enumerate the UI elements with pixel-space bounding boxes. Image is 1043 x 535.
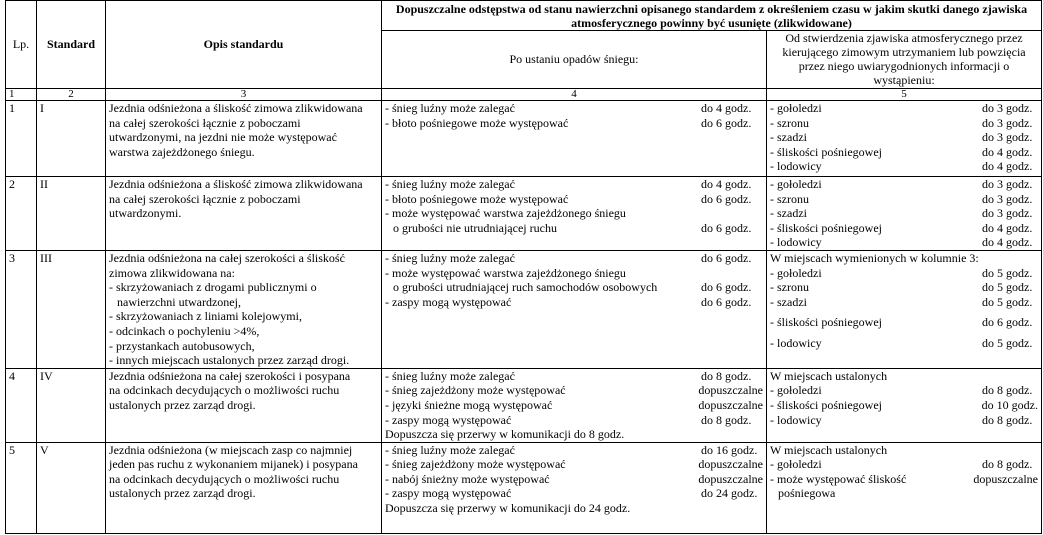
deviation-text: - śnieg luźny może zalegać [385, 368, 515, 383]
deviation-time [701, 266, 763, 281]
deviation-line [385, 457, 763, 472]
phenomena-location-heading: W miejscach ustalonych [770, 368, 888, 383]
opis-line: na całej szerokości łącznie z poboczami [109, 191, 301, 206]
opis-line: na odcinkach decydujących o możliwości ruchu [109, 383, 340, 398]
deviation-line [385, 486, 763, 501]
row-opis [106, 250, 382, 368]
table-row [6, 442, 1042, 533]
row-opis [106, 442, 382, 533]
phenomenon-time: do 10 godz. [981, 397, 1038, 412]
phenomenon-time: do 5 godz. [982, 335, 1033, 350]
deviation-time: do 8 godz. [701, 368, 752, 383]
deviation-text: - może występować warstwa zajeżdżonego śniegu [385, 265, 626, 280]
opis-line: - odcinkach o pochyleniu >4%, [109, 323, 260, 338]
deviation-line [385, 266, 763, 281]
deviation-text: - zaspy mogą występować [385, 412, 512, 427]
phenomenon-text: - śliskości pośniegowej [770, 144, 882, 159]
phenomenon-text: - gołoledzi [770, 101, 822, 115]
phenomenon-text: - szronu [770, 191, 809, 206]
opis-line: utwardzonymi, na jezdni nie może występować [109, 130, 337, 145]
table-body [6, 101, 1042, 534]
row-standard: II [37, 177, 106, 251]
col-number-5: 5 [767, 89, 1042, 101]
phenomenon-text: pośniegowa [778, 486, 836, 501]
phenomenon-line [770, 159, 1038, 174]
table-row [6, 101, 1042, 177]
deviation-time: do 16 godz. [701, 442, 758, 457]
deviation-line [385, 177, 763, 192]
row-lp: 5 [6, 442, 37, 533]
phenomenon-time: do 5 godz. [982, 294, 1033, 309]
phenomenon-line [770, 295, 1038, 310]
row-opis [106, 177, 382, 251]
row-opis [106, 368, 382, 442]
phenomenon-time: do 6 godz. [982, 315, 1033, 330]
deviation-line [385, 280, 763, 295]
opis-line: - innych miejscach ustalonych przez zarząd drogi. [109, 353, 350, 368]
phenomenon-line [770, 101, 1038, 116]
col-number-1: 1 [6, 89, 37, 101]
phenomenon-text: - gołoledzi [770, 265, 822, 280]
col-number-4: 4 [382, 89, 767, 101]
phenomenon-line [770, 145, 1038, 160]
opis-line: zimowa zlikwidowana na: [109, 265, 235, 280]
header-standard: Standard [37, 1, 106, 89]
deviation-line [385, 295, 763, 310]
opis-line: warstwa zajeżdżonego śniegu. [109, 144, 255, 159]
deviation-time: dopuszczalne [698, 383, 763, 398]
opis-line: ustalonych przez zarząd drogi. [109, 397, 256, 412]
phenomenon-text: - szadzi [770, 294, 807, 309]
deviation-time: do 6 godz. [701, 191, 752, 206]
row-po-ustaniu [382, 368, 767, 442]
row-standard: V [37, 442, 106, 533]
phenomenon-line [770, 116, 1038, 131]
phenomenon-time: do 8 godz. [982, 412, 1033, 427]
table-row [6, 368, 1042, 442]
phenomena-location-heading: W miejscach wymienionych w kolumnie 3: [770, 250, 979, 265]
deviation-time: do 6 godz. [701, 220, 752, 235]
phenomenon-time: do 4 godz. [982, 144, 1033, 159]
deviation-text: o grubości nie utrudniającej ruchu [393, 220, 557, 235]
phenomenon-time: do 8 godz. [982, 457, 1033, 472]
phenomenon-line [770, 336, 1038, 351]
opis-line: Jezdnia odśnieżona na całej szerokości a śliskość [109, 250, 345, 265]
phenomenon-time: do 4 godz. [982, 235, 1033, 250]
opis-line: utwardzonymi. [109, 206, 182, 221]
opis-line: - przystankach autobusowych, [109, 338, 255, 353]
deviation-time [701, 206, 763, 221]
phenomenon-time: do 3 godz. [982, 130, 1033, 145]
header-opis: Opis standardu [106, 1, 382, 89]
phenomenon-line [770, 472, 1038, 487]
phenomenon-text: - śliskości pośniegowej [770, 220, 882, 235]
standards-table [5, 0, 1042, 534]
opis-line: jeden pas ruchu z wykonaniem mijanek) i posypana [109, 457, 358, 472]
deviation-line [385, 192, 763, 207]
phenomenon-time: do 3 godz. [982, 191, 1033, 206]
row-po-ustaniu [382, 442, 767, 533]
deviation-time: do 4 godz. [701, 101, 752, 115]
phenomenon-time [982, 486, 1038, 501]
deviation-text: - śnieg luźny może zalegać [385, 442, 515, 457]
phenomenon-line [770, 413, 1038, 428]
row-od-stwierdzenia [767, 250, 1042, 368]
traffic-break-note: Dopuszcza się przerwy w komunikacji do 8 godz. [385, 427, 625, 442]
header-od-stwierdzenia: Od stwierdzenia zjawiska atmosferycznego przez kierującego zimowym utrzymaniem lub powzięcia przez niego uwiarygodnionych informacji o wystąpieniu: [767, 31, 1042, 89]
header-lp: Lp. [6, 1, 37, 89]
phenomenon-line [770, 130, 1038, 145]
row-standard: III [37, 250, 106, 368]
deviation-text: - języki śnieżne mogą występować [385, 397, 553, 412]
row-lp: 2 [6, 177, 37, 251]
phenomenon-time: do 4 godz. [982, 220, 1033, 235]
row-lp: 1 [6, 101, 37, 177]
phenomenon-text: - lodowicy [770, 412, 822, 427]
phenomenon-text: - lodowicy [770, 159, 822, 174]
row-od-stwierdzenia [767, 442, 1042, 533]
row-po-ustaniu [382, 177, 767, 251]
phenomenon-text: - gołoledzi [770, 383, 822, 398]
deviation-text: - zaspy mogą występować [385, 486, 512, 501]
phenomenon-time: do 4 godz. [982, 159, 1033, 174]
row-po-ustaniu [382, 101, 767, 177]
opis-line: - skrzyżowaniach z liniami kolejowymi, [109, 309, 302, 324]
deviation-line [385, 251, 763, 266]
col-number-3: 3 [106, 89, 382, 101]
row-standard: IV [37, 368, 106, 442]
deviation-time: do 6 godz. [701, 294, 752, 309]
opis-line: - skrzyżowaniach z drogami publicznymi o [109, 280, 317, 295]
phenomenon-text: - szronu [770, 280, 809, 295]
deviation-time: dopuszczalne [698, 397, 763, 412]
deviation-line [385, 206, 763, 221]
header-po-ustaniu: Po ustaniu opadów śniegu: [382, 31, 767, 89]
deviation-line [385, 101, 763, 116]
row-lp: 3 [6, 250, 37, 368]
phenomenon-time: do 3 godz. [982, 115, 1033, 130]
deviation-text: - nabój śnieżny może występować [385, 471, 550, 486]
deviation-time: do 8 godz. [701, 412, 752, 427]
phenomenon-text: - lodowicy [770, 335, 822, 350]
phenomenon-text: - śliskości pośniegowej [770, 315, 882, 330]
phenomenon-text: - lodowicy [770, 235, 822, 250]
row-po-ustaniu [382, 250, 767, 368]
phenomenon-text: - może występować śliskość [770, 471, 907, 486]
deviation-text: - śnieg luźny może zalegać [385, 250, 515, 265]
phenomenon-text: - gołoledzi [770, 177, 822, 191]
phenomenon-time: do 5 godz. [982, 265, 1033, 280]
deviation-time: dopuszczalne [698, 457, 763, 472]
deviation-text: - śnieg luźny może zalegać [385, 101, 515, 115]
col-number-2: 2 [37, 89, 106, 101]
phenomenon-line [770, 206, 1038, 221]
deviation-line [385, 443, 763, 458]
deviation-text: - błoto pośniegowe może występować [385, 191, 569, 206]
phenomenon-time: do 8 godz. [982, 383, 1033, 398]
row-od-stwierdzenia [767, 368, 1042, 442]
deviation-time: do 4 godz. [701, 177, 752, 191]
phenomenon-line [770, 235, 1038, 250]
phenomenon-line [770, 486, 1038, 501]
deviation-text: - zaspy mogą występować [385, 294, 512, 309]
phenomenon-text: - szadzi [770, 130, 807, 145]
phenomena-location-heading: W miejscach ustalonych [770, 442, 888, 457]
phenomenon-time: do 5 godz. [982, 280, 1033, 295]
row-standard: I [37, 101, 106, 177]
phenomenon-text: - gołoledzi [770, 457, 822, 472]
header-dopuszczalne: Dopuszczalne odstępstwa od stanu nawierzchni opisanego standardem z określeniem czasu w jakim skutki danego zjawiska atmosferycznego powinny być usunięte (zlikwidowane) [382, 1, 1042, 31]
deviation-text: - śnieg luźny może zalegać [385, 177, 515, 191]
deviation-text: - może występować warstwa zajeżdżonego śniegu [385, 206, 626, 221]
deviation-line [385, 383, 763, 398]
phenomenon-line [770, 383, 1038, 398]
row-lp: 4 [6, 368, 37, 442]
deviation-text: o grubości utrudniającej ruch samochodów osobowych [393, 280, 658, 295]
table-row [6, 177, 1042, 251]
deviation-text: - śnieg zajeżdżony może występować [385, 383, 566, 398]
row-od-stwierdzenia [767, 177, 1042, 251]
phenomenon-line [770, 266, 1038, 281]
deviation-time: do 24 godz. [701, 486, 758, 501]
row-od-stwierdzenia [767, 101, 1042, 177]
phenomenon-time: do 3 godz. [982, 101, 1033, 115]
deviation-text: - błoto pośniegowe może występować [385, 115, 569, 130]
row-opis [106, 101, 382, 177]
opis-line: ustalonych przez zarząd drogi. [109, 486, 256, 501]
phenomenon-line [770, 192, 1038, 207]
deviation-line [385, 472, 763, 487]
phenomenon-text: - szronu [770, 115, 809, 130]
opis-line: Jezdnia odśnieżona na całej szerokości i posypana [109, 368, 351, 383]
phenomenon-line [770, 315, 1038, 330]
table-row [6, 250, 1042, 368]
phenomenon-line [770, 398, 1038, 413]
opis-line: Jezdnia odśnieżona (w miejscach zasp co najmniej [109, 442, 353, 457]
deviation-line [385, 369, 763, 384]
deviation-time: do 6 godz. [701, 115, 752, 130]
phenomenon-line [770, 457, 1038, 472]
deviation-line [385, 413, 763, 428]
opis-line: Jezdnia odśnieżona a śliskość zimowa zlikwidowana [109, 101, 363, 115]
phenomenon-time: do 3 godz. [982, 177, 1033, 191]
phenomenon-time: dopuszczalne [973, 471, 1038, 486]
phenomenon-line [770, 177, 1038, 192]
deviation-line [385, 116, 763, 131]
deviation-line [385, 221, 763, 236]
opis-line: nawierzchni utwardzonej, [117, 294, 241, 309]
phenomenon-text: - śliskości pośniegowej [770, 397, 882, 412]
deviation-text: - śnieg zajeżdżony może występować [385, 457, 566, 472]
phenomenon-line [770, 221, 1038, 236]
deviation-time: do 6 godz. [701, 280, 752, 295]
opis-line: na odcinkach decydujących o możliwości ruchu [109, 471, 340, 486]
phenomenon-line [770, 280, 1038, 295]
opis-line: na całej szerokości łącznie z poboczami [109, 115, 301, 130]
deviation-line [385, 398, 763, 413]
phenomenon-time: do 3 godz. [982, 206, 1033, 221]
opis-line: Jezdnia odśnieżona a śliskość zimowa zlikwidowana [109, 177, 363, 191]
deviation-time: do 6 godz. [701, 250, 752, 265]
deviation-time: dopuszczalne [698, 471, 763, 486]
phenomenon-text: - szadzi [770, 206, 807, 221]
traffic-break-note: Dopuszcza się przerwy w komunikacji do 24 godz. [385, 501, 631, 516]
